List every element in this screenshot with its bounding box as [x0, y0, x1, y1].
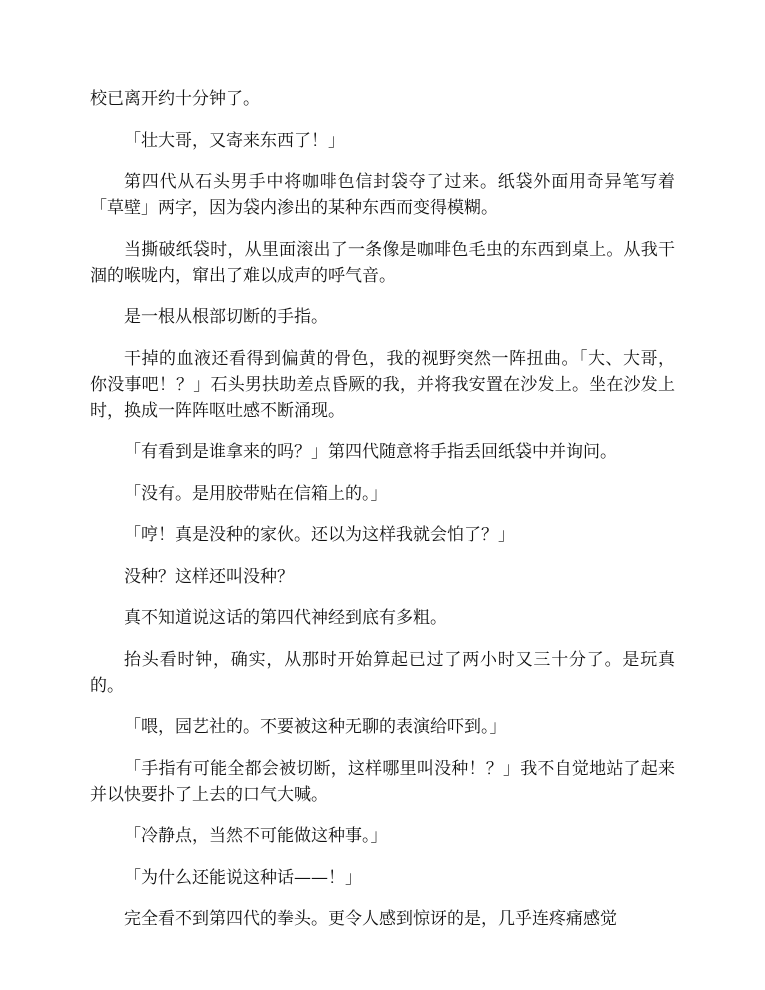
document-body	[90, 86, 675, 948]
paragraph-7: 「有看到是谁拿来的吗？」第四代随意将手指丢回纸袋中并询问。	[124, 442, 617, 462]
paragraph-9: 「哼！真是没种的家伙。还以为这样我就会怕了？」	[124, 525, 515, 545]
paragraph-5: 是一根从根部切断的手指。	[124, 307, 328, 327]
paragraph-6: 干掉的血液还看得到偏黄的骨色，我的视野突然一阵扭曲。「大、大哥，你没事吧！？」石头男扶助差点昏厥的我，并将我安置在沙发上。坐在沙发上时，换成一阵阵呕吐感不断涌现。	[90, 348, 675, 421]
paragraph-17: 完全看不到第四代的拳头。更令人感到惊讶的是，几乎连疼痛感觉	[124, 909, 617, 929]
paragraph-2: 「壮大哥，又寄来东西了！」	[124, 130, 345, 151]
paragraph-14: 「手指有可能全都会被切断，这样哪里叫没种！？」我不自觉地站了起来并以快要扑了上去的口气大喊。	[90, 758, 675, 805]
paragraph-15: 「冷静点，当然不可能做这种事。」	[124, 826, 388, 846]
paragraph-13: 「喂，园艺社的。不要被这种无聊的表演给吓到。」	[124, 717, 507, 737]
paragraph-4: 当撕破纸袋时，从里面滚出了一条像是咖啡色毛虫的东西到桌上。从我干涸的喉咙内，窜出了难以成声的呼气音。	[90, 239, 675, 286]
paragraph-1: 校已离开约十分钟了。	[90, 89, 260, 109]
paragraph-16: 「为什么还能说这种话——！」	[124, 867, 362, 888]
paragraph-12: 抬头看时钟，确实，从那时开始算起已过了两小时又三十分了。是玩真的。	[90, 649, 675, 696]
paragraph-11: 真不知道说这话的第四代神经到底有多粗。	[124, 608, 447, 628]
paragraph-10: 没种？这样还叫没种？	[124, 566, 294, 587]
paragraph-8: 「没有。是用胶带贴在信箱上的。」	[124, 483, 388, 504]
paragraph-3: 第四代从石头男手中将咖啡色信封袋夺了过来。纸袋外面用奇异笔写着「草壁」两字，因为袋内渗出的某种东西而变得模糊。	[90, 172, 675, 218]
